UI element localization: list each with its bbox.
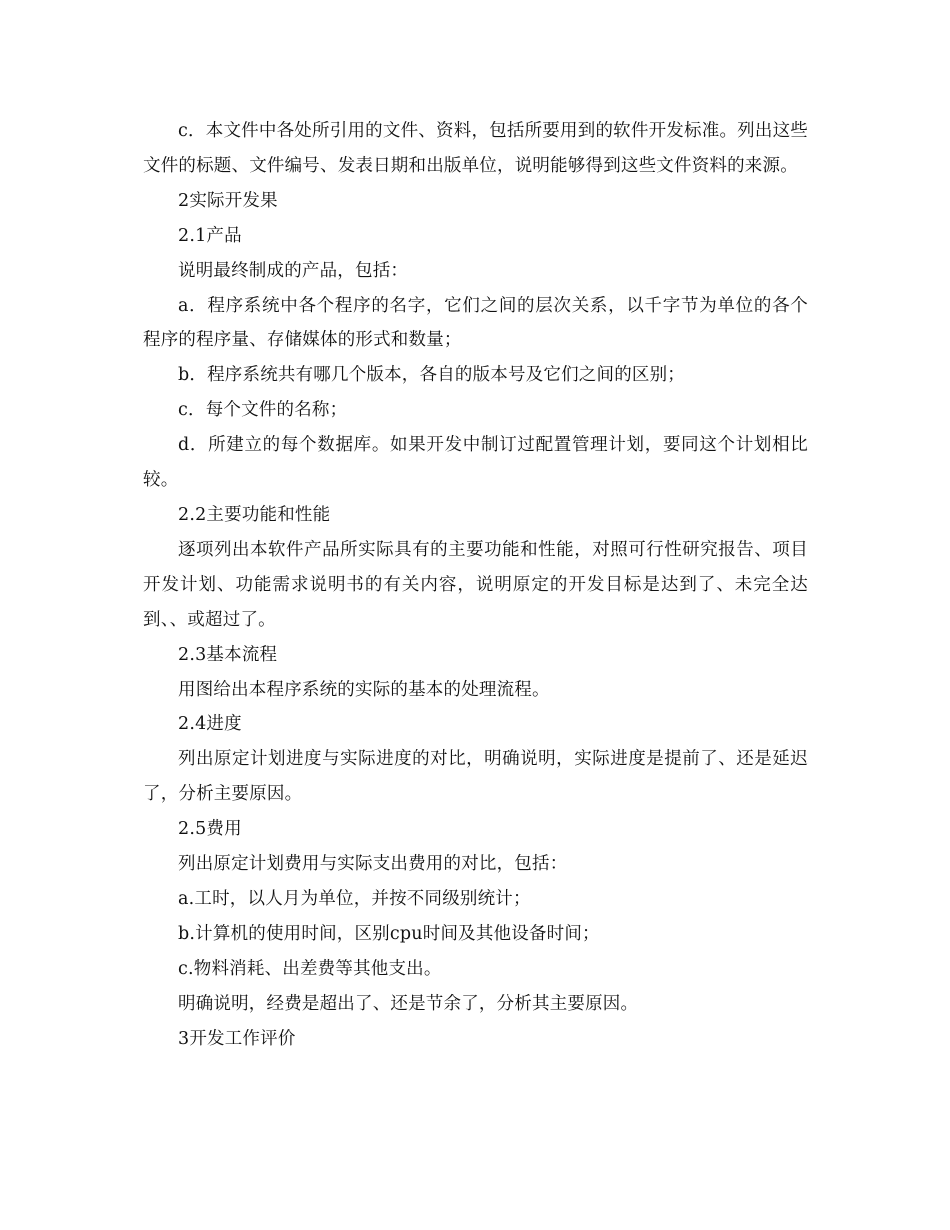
list-item-product-a: a．程序系统中各个程序的名字，它们之间的层次关系，以千字节为单位的各个程序的程序量、存储媒体的形式和数量；: [143, 295, 808, 351]
list-item-cost-c: c.物料消耗、出差费等其他支出。: [178, 958, 442, 979]
list-item-product-c: c．每个文件的名称；: [178, 400, 348, 421]
list-item-cost-a: a.工时，以人月为单位，并按不同级别统计；: [178, 888, 531, 909]
heading-development-evaluation: 3开发工作评价: [178, 1028, 296, 1049]
paragraph-reference-sources: c．本文件中各处所引用的文件、资料，包括所要用到的软件开发标准。列出这些文件的标题、文件编号、发表日期和出版单位，说明能够得到这些文件资料的来源。: [143, 121, 808, 176]
paragraph-costs-intro: 列出原定计划费用与实际支出费用的对比，包括：: [178, 854, 568, 875]
document-body: [143, 114, 808, 1056]
heading-main-functions: 2.2主要功能和性能: [178, 504, 331, 525]
paragraph-basic-flow: 用图给出本程序系统的实际的基本的处理流程。: [178, 679, 550, 700]
paragraph-costs-conclusion: 明确说明，经费是超出了、还是节余了，分析其主要原因。: [178, 993, 639, 1014]
list-item-cost-b: b.计算机的使用时间，区别cpu时间及其他设备时间；: [178, 923, 600, 944]
paragraph-progress: 列出原定计划进度与实际进度的对比，明确说明，实际进度是提前了、还是延迟了，分析主要原因。: [143, 749, 808, 805]
paragraph-main-functions: 逐项列出本软件产品所实际具有的主要功能和性能，对照可行性研究报告、项目开发计划、功能需求说明书的有关内容，说明原定的开发目标是达到了、未完全达到、、或超过了。: [143, 539, 808, 630]
paragraph-products-intro: 说明最终制成的产品，包括：: [178, 260, 409, 281]
heading-actual-development-results: 2实际开发果: [178, 190, 278, 211]
heading-basic-flow: 2.3基本流程: [178, 644, 278, 665]
heading-products: 2.1产品: [178, 225, 242, 246]
heading-progress: 2.4进度: [178, 714, 242, 735]
list-item-product-b: b．程序系统共有哪几个版本，各自的版本号及它们之间的区别；: [178, 365, 686, 386]
list-item-product-d: d．所建立的每个数据库。如果开发中制订过配置管理计划，要同这个计划相比较。: [143, 435, 808, 491]
heading-costs: 2.5费用: [178, 819, 242, 840]
